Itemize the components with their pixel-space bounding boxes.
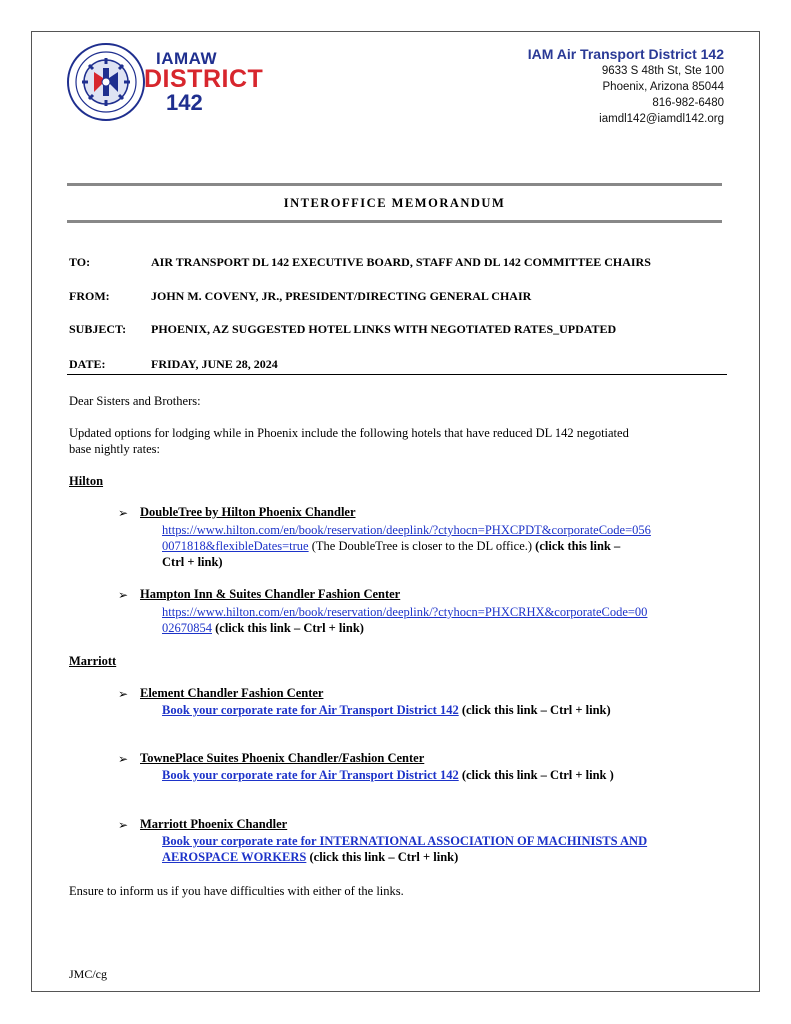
hotel-name-hampton: Hampton Inn & Suites Chandler Fashion Center (140, 587, 401, 601)
bullet-arrow-icon: ➢ (118, 818, 129, 832)
iamaw-logo (66, 42, 266, 132)
marriott-phoenix-link[interactable]: Book your corporate rate for INTERNATIONAL ASSOCIATION OF MACHINISTS AND AEROSPACE WORKERS (162, 834, 648, 864)
address-line-2: Phoenix, Arizona 85044 (602, 81, 724, 93)
org-name: IAM Air Transport District 142 (527, 46, 724, 62)
date-label: DATE: (69, 357, 106, 371)
bullet-arrow-icon: ➢ (118, 588, 129, 602)
intro-line-2: base nightly rates: (69, 442, 160, 456)
doubletree-instruction-b: Ctrl + link) (162, 555, 223, 569)
letterhead-address (528, 45, 724, 127)
intro-line-1: Updated options for lodging while in Phoenix include the following hotels that have reduced DL 142 negotiated (69, 426, 629, 440)
to-label: TO: (69, 255, 91, 269)
hotel-name-element: Element Chandler Fashion Center (140, 686, 324, 700)
bullet-arrow-icon: ➢ (118, 506, 129, 520)
intro-paragraph (69, 425, 719, 457)
memo-rule-bottom (67, 220, 722, 223)
towneplace-instruction: (click this link – Ctrl + link ) (458, 768, 614, 782)
bullet-arrow-icon: ➢ (118, 752, 129, 766)
email[interactable]: iamdl142@iamdl142.org (599, 113, 724, 125)
hotel-marriott-phoenix-details (162, 833, 727, 865)
to-value: AIR TRANSPORT DL 142 EXECUTIVE BOARD, STAFF AND DL 142 COMMITTEE CHAIRS (151, 255, 651, 269)
marriott-phoenix-instruction: (click this link – Ctrl + link) (306, 850, 459, 864)
hotel-name-doubletree: DoubleTree by Hilton Phoenix Chandler (140, 505, 356, 519)
logo-number: 142 (166, 90, 203, 115)
hotel-hampton-details (162, 604, 727, 636)
logo-iamaw: IAMAW (156, 49, 218, 68)
header-divider (67, 374, 727, 375)
logo-wordmark (144, 50, 263, 114)
hotel-towneplace-details (162, 767, 727, 783)
bullet-arrow-icon: ➢ (118, 687, 129, 701)
subject-value: PHOENIX, AZ SUGGESTED HOTEL LINKS WITH NEGOTIATED RATES_UPDATED (151, 322, 617, 336)
hotel-name-towneplace: TownePlace Suites Phoenix Chandler/Fashion Center (140, 751, 425, 765)
hilton-heading: Hilton (69, 474, 104, 488)
doubletree-note: (The DoubleTree is closer to the DL office.) (308, 539, 536, 553)
memo-rule-top (67, 183, 722, 186)
hampton-link[interactable]: https://www.hilton.com/en/book/reservation/deeplink/?ctyhocn=PHXCRHX&corporateCode=00 02670854 (162, 605, 648, 635)
subject-label: SUBJECT: (69, 322, 127, 336)
iam-seal-icon (66, 42, 146, 122)
hampton-instruction: (click this link – Ctrl + link) (212, 621, 364, 635)
hotel-name-marriott-phoenix: Marriott Phoenix Chandler (140, 817, 288, 831)
hotel-doubletree-details (162, 522, 727, 570)
from-label: FROM: (69, 289, 110, 303)
footer-initials: JMC/cg (69, 967, 108, 981)
greeting: Dear Sisters and Brothers: (69, 394, 201, 408)
logo-district: DISTRICT (144, 65, 264, 93)
memo-title: INTEROFFICE MEMORANDUM (283, 196, 506, 210)
doubletree-instruction-a: (click this link – (535, 539, 621, 553)
closing-paragraph: Ensure to inform us if you have difficulties with either of the links. (69, 884, 404, 898)
phone: 816-982-6480 (652, 97, 724, 109)
element-link[interactable]: Book your corporate rate for Air Transport District 142 (162, 703, 459, 717)
towneplace-link[interactable]: Book your corporate rate for Air Transport District 142 (162, 768, 459, 782)
doubletree-link[interactable]: https://www.hilton.com/en/book/reservation/deeplink/?ctyhocn=PHXCPDT&corporateCode=056 0071818&flexibleDates=true (162, 523, 651, 553)
element-instruction: (click this link – Ctrl + link) (458, 703, 611, 717)
hotel-element-details (162, 702, 727, 718)
from-value: JOHN M. COVENY, JR., PRESIDENT/DIRECTING GENERAL CHAIR (151, 289, 532, 303)
address-line-1: 9633 S 48th St, Ste 100 (601, 65, 724, 77)
marriott-heading: Marriott (69, 654, 117, 668)
date-value: FRIDAY, JUNE 28, 2024 (151, 357, 278, 371)
